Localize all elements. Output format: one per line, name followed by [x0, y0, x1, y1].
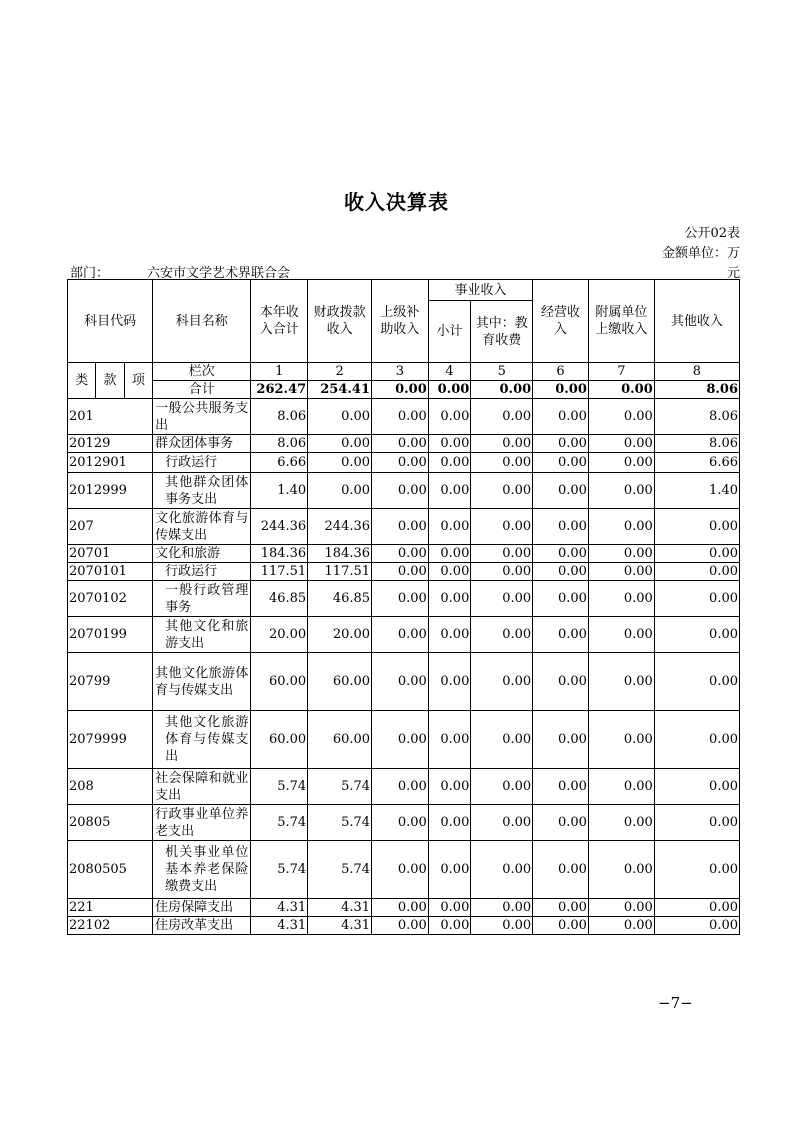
amount-cell: 0.00 — [428, 473, 471, 509]
amount-cell: 0.00 — [588, 435, 654, 453]
amount-cell: 0.00 — [588, 581, 654, 617]
amount-cell: 0.00 — [654, 653, 739, 711]
subject-code: 2080505 — [68, 841, 153, 899]
amount-cell: 0.00 — [654, 805, 739, 841]
page-title: 收入决算表 — [344, 190, 449, 214]
dept-name: 六安市文学艺术界联合会 — [147, 266, 291, 281]
subject-code: 207 — [68, 509, 153, 545]
subject-name: 其他文化旅游体育与传媒支出 — [153, 711, 251, 769]
amount-cell: 8.06 — [251, 435, 308, 453]
amount-cell: 0.00 — [533, 509, 589, 545]
column-number: 8 — [654, 363, 739, 381]
amount-cell: 117.51 — [251, 563, 308, 581]
column-number: 7 — [588, 363, 654, 381]
subject-name: 行政运行 — [153, 453, 251, 473]
amount-cell: 60.00 — [308, 653, 372, 711]
amount-cell: 0.00 — [308, 435, 372, 453]
unit-label-cont: 元 — [726, 266, 740, 281]
amount-cell: 0.00 — [588, 841, 654, 899]
amount-cell: 4.31 — [251, 899, 308, 917]
amount-cell: 0.00 — [308, 399, 372, 435]
amount-cell: 20.00 — [308, 617, 372, 653]
header-affiliate: 附属单位上缴收入 — [588, 280, 654, 363]
amount-cell: 0.00 — [372, 435, 429, 453]
subject-code: 2012999 — [68, 473, 153, 509]
table-row — [68, 453, 740, 473]
amount-cell: 5.74 — [308, 841, 372, 899]
amount-cell: 0.00 — [471, 711, 533, 769]
amount-cell: 60.00 — [308, 711, 372, 769]
amount-cell: 0.00 — [372, 453, 429, 473]
amount-cell: 0.00 — [654, 563, 739, 581]
amount-cell: 0.00 — [533, 617, 589, 653]
subject-code: 22102 — [68, 917, 153, 935]
sum-value: 262.47 — [251, 381, 308, 399]
sum-value: 0.00 — [588, 381, 654, 399]
amount-cell: 0.00 — [588, 473, 654, 509]
subject-name: 一般行政管理事务 — [153, 581, 251, 617]
column-number: 1 — [251, 363, 308, 381]
subject-code: 201 — [68, 399, 153, 435]
header-subtotal: 小计 — [428, 301, 471, 363]
column-number: 5 — [471, 363, 533, 381]
amount-cell: 4.31 — [251, 917, 308, 935]
amount-cell: 0.00 — [372, 917, 429, 935]
table-row — [68, 711, 740, 769]
amount-cell: 0.00 — [428, 399, 471, 435]
subject-code: 20799 — [68, 653, 153, 711]
amount-cell: 184.36 — [308, 545, 372, 563]
sum-value: 8.06 — [654, 381, 739, 399]
amount-cell: 0.00 — [533, 899, 589, 917]
amount-cell: 244.36 — [308, 509, 372, 545]
table-row — [68, 563, 740, 581]
amount-cell: 0.00 — [533, 841, 589, 899]
amount-cell: 0.00 — [533, 711, 589, 769]
amount-cell: 1.40 — [251, 473, 308, 509]
amount-cell: 0.00 — [533, 769, 589, 805]
header-kuan: 款 — [96, 363, 124, 399]
amount-cell: 0.00 — [588, 805, 654, 841]
amount-cell: 0.00 — [471, 617, 533, 653]
header-code: 科目代码 — [68, 280, 153, 363]
amount-cell: 0.00 — [471, 563, 533, 581]
table-row — [68, 545, 740, 563]
header-edu-fee: 其中：教育收费 — [471, 301, 533, 363]
amount-cell: 0.00 — [428, 711, 471, 769]
amount-cell: 0.00 — [654, 917, 739, 935]
amount-cell: 0.00 — [588, 711, 654, 769]
header-other: 其他收入 — [654, 280, 739, 363]
amount-cell: 0.00 — [471, 545, 533, 563]
amount-cell: 0.00 — [372, 545, 429, 563]
subject-code: 20701 — [68, 545, 153, 563]
amount-cell: 0.00 — [654, 545, 739, 563]
amount-cell: 0.00 — [654, 581, 739, 617]
header-total: 本年收入合计 — [251, 280, 308, 363]
amount-cell: 244.36 — [251, 509, 308, 545]
amount-cell: 0.00 — [533, 805, 589, 841]
subject-name: 行政运行 — [153, 563, 251, 581]
subject-code: 2070101 — [68, 563, 153, 581]
subject-code: 2012901 — [68, 453, 153, 473]
amount-cell: 0.00 — [533, 473, 589, 509]
amount-cell: 46.85 — [308, 581, 372, 617]
subject-name: 其他文化和旅游支出 — [153, 617, 251, 653]
amount-cell: 5.74 — [251, 805, 308, 841]
amount-cell: 0.00 — [471, 769, 533, 805]
subject-name: 住房保障支出 — [153, 899, 251, 917]
column-no-label: 栏次 — [153, 363, 251, 381]
amount-cell: 0.00 — [471, 805, 533, 841]
subject-code: 221 — [68, 899, 153, 917]
column-number: 4 — [428, 363, 471, 381]
amount-cell: 0.00 — [428, 563, 471, 581]
income-table — [67, 279, 740, 935]
amount-cell: 0.00 — [588, 509, 654, 545]
dept-label: 部门： — [70, 266, 110, 281]
amount-cell: 0.00 — [428, 545, 471, 563]
amount-cell: 0.00 — [428, 509, 471, 545]
amount-cell: 0.00 — [428, 453, 471, 473]
header-lei: 类 — [68, 363, 96, 399]
header-business: 事业收入 — [428, 280, 532, 301]
subject-code: 2070199 — [68, 617, 153, 653]
amount-cell: 0.00 — [372, 509, 429, 545]
amount-cell: 0.00 — [471, 899, 533, 917]
amount-cell: 0.00 — [471, 473, 533, 509]
amount-cell: 0.00 — [372, 563, 429, 581]
unit-label: 金额单位：万 — [661, 246, 740, 261]
amount-cell: 0.00 — [471, 435, 533, 453]
amount-cell: 0.00 — [654, 899, 739, 917]
amount-cell: 0.00 — [588, 769, 654, 805]
amount-cell: 5.74 — [308, 769, 372, 805]
amount-cell: 0.00 — [428, 435, 471, 453]
amount-cell: 0.00 — [428, 841, 471, 899]
amount-cell: 0.00 — [588, 899, 654, 917]
page-number: −7− — [658, 994, 693, 1012]
amount-cell: 0.00 — [428, 917, 471, 935]
amount-cell: 0.00 — [588, 563, 654, 581]
amount-cell: 0.00 — [533, 399, 589, 435]
subject-name: 住房改革支出 — [153, 917, 251, 935]
subject-code: 20129 — [68, 435, 153, 453]
table-row — [68, 841, 740, 899]
amount-cell: 4.31 — [308, 917, 372, 935]
amount-cell: 0.00 — [654, 509, 739, 545]
amount-cell: 60.00 — [251, 711, 308, 769]
subject-name: 文化旅游体育与传媒支出 — [153, 509, 251, 545]
table-row — [68, 473, 740, 509]
amount-cell: 8.06 — [654, 399, 739, 435]
table-row — [68, 805, 740, 841]
amount-cell: 20.00 — [251, 617, 308, 653]
amount-cell: 0.00 — [588, 917, 654, 935]
table-row — [68, 435, 740, 453]
subject-name: 其他群众团体事务支出 — [153, 473, 251, 509]
subject-name: 其他文化旅游体育与传媒支出 — [153, 653, 251, 711]
amount-cell: 8.06 — [654, 435, 739, 453]
amount-cell: 0.00 — [372, 841, 429, 899]
amount-cell: 0.00 — [372, 805, 429, 841]
header-fiscal: 财政拨款收入 — [308, 280, 372, 363]
table-row — [68, 899, 740, 917]
sum-value: 0.00 — [533, 381, 589, 399]
amount-cell: 0.00 — [654, 841, 739, 899]
amount-cell: 0.00 — [533, 917, 589, 935]
table-row — [68, 769, 740, 805]
header-operating: 经营收入 — [533, 280, 589, 363]
amount-cell: 0.00 — [372, 399, 429, 435]
column-number: 6 — [533, 363, 589, 381]
amount-cell: 1.40 — [654, 473, 739, 509]
sum-label: 合计 — [153, 381, 251, 399]
amount-cell: 0.00 — [471, 653, 533, 711]
header-subsidy: 上级补助收入 — [372, 280, 429, 363]
amount-cell: 6.66 — [654, 453, 739, 473]
amount-cell: 0.00 — [428, 899, 471, 917]
table-row — [68, 581, 740, 617]
amount-cell: 0.00 — [533, 581, 589, 617]
amount-cell: 0.00 — [428, 805, 471, 841]
amount-cell: 0.00 — [372, 711, 429, 769]
amount-cell: 0.00 — [588, 653, 654, 711]
subject-code: 20805 — [68, 805, 153, 841]
subject-name: 群众团体事务 — [153, 435, 251, 453]
amount-cell: 0.00 — [588, 617, 654, 653]
amount-cell: 0.00 — [372, 617, 429, 653]
header-name: 科目名称 — [153, 280, 251, 363]
amount-cell: 0.00 — [533, 563, 589, 581]
amount-cell: 0.00 — [308, 453, 372, 473]
amount-cell: 0.00 — [654, 711, 739, 769]
amount-cell: 0.00 — [308, 473, 372, 509]
amount-cell: 0.00 — [471, 399, 533, 435]
column-number: 2 — [308, 363, 372, 381]
sum-value: 0.00 — [428, 381, 471, 399]
amount-cell: 0.00 — [588, 545, 654, 563]
amount-cell: 0.00 — [533, 653, 589, 711]
subject-code: 2070102 — [68, 581, 153, 617]
amount-cell: 8.06 — [251, 399, 308, 435]
table-row — [68, 509, 740, 545]
amount-cell: 0.00 — [588, 453, 654, 473]
amount-cell: 0.00 — [428, 653, 471, 711]
column-number: 3 — [372, 363, 429, 381]
amount-cell: 184.36 — [251, 545, 308, 563]
amount-cell: 0.00 — [428, 581, 471, 617]
amount-cell: 0.00 — [428, 769, 471, 805]
subject-code: 208 — [68, 769, 153, 805]
subject-name: 一般公共服务支出 — [153, 399, 251, 435]
amount-cell: 0.00 — [372, 899, 429, 917]
amount-cell: 0.00 — [588, 399, 654, 435]
form-number: 公开02表 — [684, 226, 740, 241]
amount-cell: 0.00 — [654, 769, 739, 805]
subject-code: 2079999 — [68, 711, 153, 769]
header-xiang: 项 — [124, 363, 152, 399]
amount-cell: 60.00 — [251, 653, 308, 711]
amount-cell: 0.00 — [428, 617, 471, 653]
amount-cell: 0.00 — [471, 509, 533, 545]
amount-cell: 0.00 — [471, 841, 533, 899]
amount-cell: 0.00 — [372, 653, 429, 711]
amount-cell: 0.00 — [372, 769, 429, 805]
subject-name: 文化和旅游 — [153, 545, 251, 563]
sum-value: 254.41 — [308, 381, 372, 399]
subject-name: 行政事业单位养老支出 — [153, 805, 251, 841]
amount-cell: 0.00 — [372, 473, 429, 509]
amount-cell: 5.74 — [308, 805, 372, 841]
amount-cell: 0.00 — [471, 453, 533, 473]
amount-cell: 0.00 — [654, 617, 739, 653]
amount-cell: 5.74 — [251, 841, 308, 899]
sum-value: 0.00 — [372, 381, 429, 399]
amount-cell: 5.74 — [251, 769, 308, 805]
amount-cell: 0.00 — [471, 917, 533, 935]
amount-cell: 0.00 — [372, 581, 429, 617]
amount-cell: 0.00 — [533, 545, 589, 563]
subject-name: 社会保障和就业支出 — [153, 769, 251, 805]
amount-cell: 0.00 — [533, 435, 589, 453]
table-row — [68, 917, 740, 935]
subject-name: 机关事业单位基本养老保险缴费支出 — [153, 841, 251, 899]
amount-cell: 0.00 — [471, 581, 533, 617]
table-row — [68, 617, 740, 653]
amount-cell: 4.31 — [308, 899, 372, 917]
amount-cell: 0.00 — [533, 453, 589, 473]
table-row — [68, 653, 740, 711]
table-row — [68, 399, 740, 435]
amount-cell: 6.66 — [251, 453, 308, 473]
amount-cell: 117.51 — [308, 563, 372, 581]
sum-value: 0.00 — [471, 381, 533, 399]
amount-cell: 46.85 — [251, 581, 308, 617]
